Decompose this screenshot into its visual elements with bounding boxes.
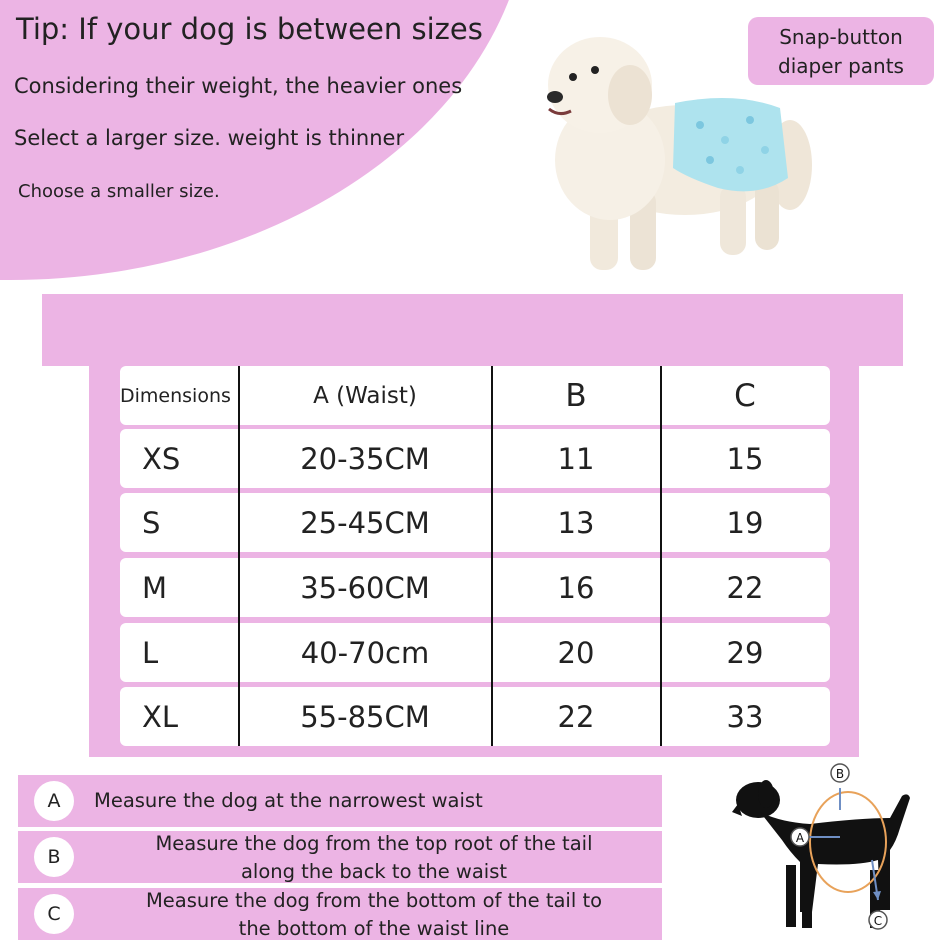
c-value: 33: [726, 699, 764, 734]
table-divider: [238, 366, 240, 746]
dog-silhouette-icon: [732, 780, 910, 928]
b-value: 22: [557, 699, 595, 734]
legend-item-b: [18, 831, 662, 883]
badge-line-2: diaper pants: [778, 54, 904, 78]
dog-photo-image: [535, 25, 820, 285]
header-c: C: [734, 377, 756, 414]
diagram-label-a: A: [795, 831, 805, 845]
c-value: 22: [726, 570, 764, 605]
size-label: S: [142, 505, 161, 540]
badge-line-1: Snap-button: [779, 25, 903, 49]
diagram-label-c: C: [873, 914, 883, 928]
legend-text-a: Measure the dog at the narrowest waist: [94, 789, 483, 812]
legend-item-a: [18, 775, 662, 827]
measurement-diagram: [730, 760, 930, 940]
size-label: L: [142, 635, 159, 670]
c-value: 29: [726, 635, 764, 670]
legend-item-c: [18, 888, 662, 940]
size-label: M: [142, 570, 168, 605]
header-b: B: [565, 377, 587, 414]
tip-line-1: Considering their weight, the heavier ones: [14, 74, 463, 98]
legend-text-b: [94, 830, 654, 886]
legend-text-c-line-2: the bottom of the waist line: [238, 917, 510, 940]
tip-line-2: Select a larger size. weight is thinner: [14, 126, 405, 150]
tip-line-3: Choose a smaller size.: [18, 181, 220, 202]
table-row: [120, 687, 830, 746]
c-value: 19: [726, 505, 764, 540]
diagram-label-b: B: [835, 767, 845, 781]
size-label: XS: [142, 441, 181, 476]
b-value: 13: [557, 505, 595, 540]
table-divider: [660, 366, 662, 746]
header-dimensions: Dimensions: [120, 384, 231, 407]
waist-value: 20-35CM: [300, 441, 430, 476]
legend-text-c-line-1: Measure the dog from the bottom of the tail to: [145, 889, 603, 912]
legend-text-c: [94, 887, 654, 943]
waist-value: 55-85CM: [300, 699, 430, 734]
waist-value: 40-70cm: [300, 635, 430, 670]
waist-value: 35-60CM: [300, 570, 430, 605]
table-row: [120, 558, 830, 617]
b-value: 16: [557, 570, 595, 605]
legend-letter-c: C: [34, 894, 74, 934]
tip-title: Tip: If your dog is between sizes: [16, 12, 483, 46]
c-value: 15: [726, 441, 764, 476]
table-row: [120, 429, 830, 488]
waist-value: 25-45CM: [300, 505, 430, 540]
size-label: XL: [142, 699, 179, 734]
table-row: [120, 623, 830, 682]
table-divider: [491, 366, 493, 746]
legend-text-b-line-2: along the back to the waist: [240, 860, 508, 883]
b-value: 20: [557, 635, 595, 670]
b-value: 11: [557, 441, 595, 476]
table-row: [120, 493, 830, 552]
legend-letter-b: B: [34, 837, 74, 877]
legend-text-b-line-1: Measure the dog from the top root of the tail: [155, 832, 593, 855]
table-header-row: [120, 366, 830, 425]
legend-letter-a: A: [34, 781, 74, 821]
header-waist: A (Waist): [313, 382, 417, 409]
